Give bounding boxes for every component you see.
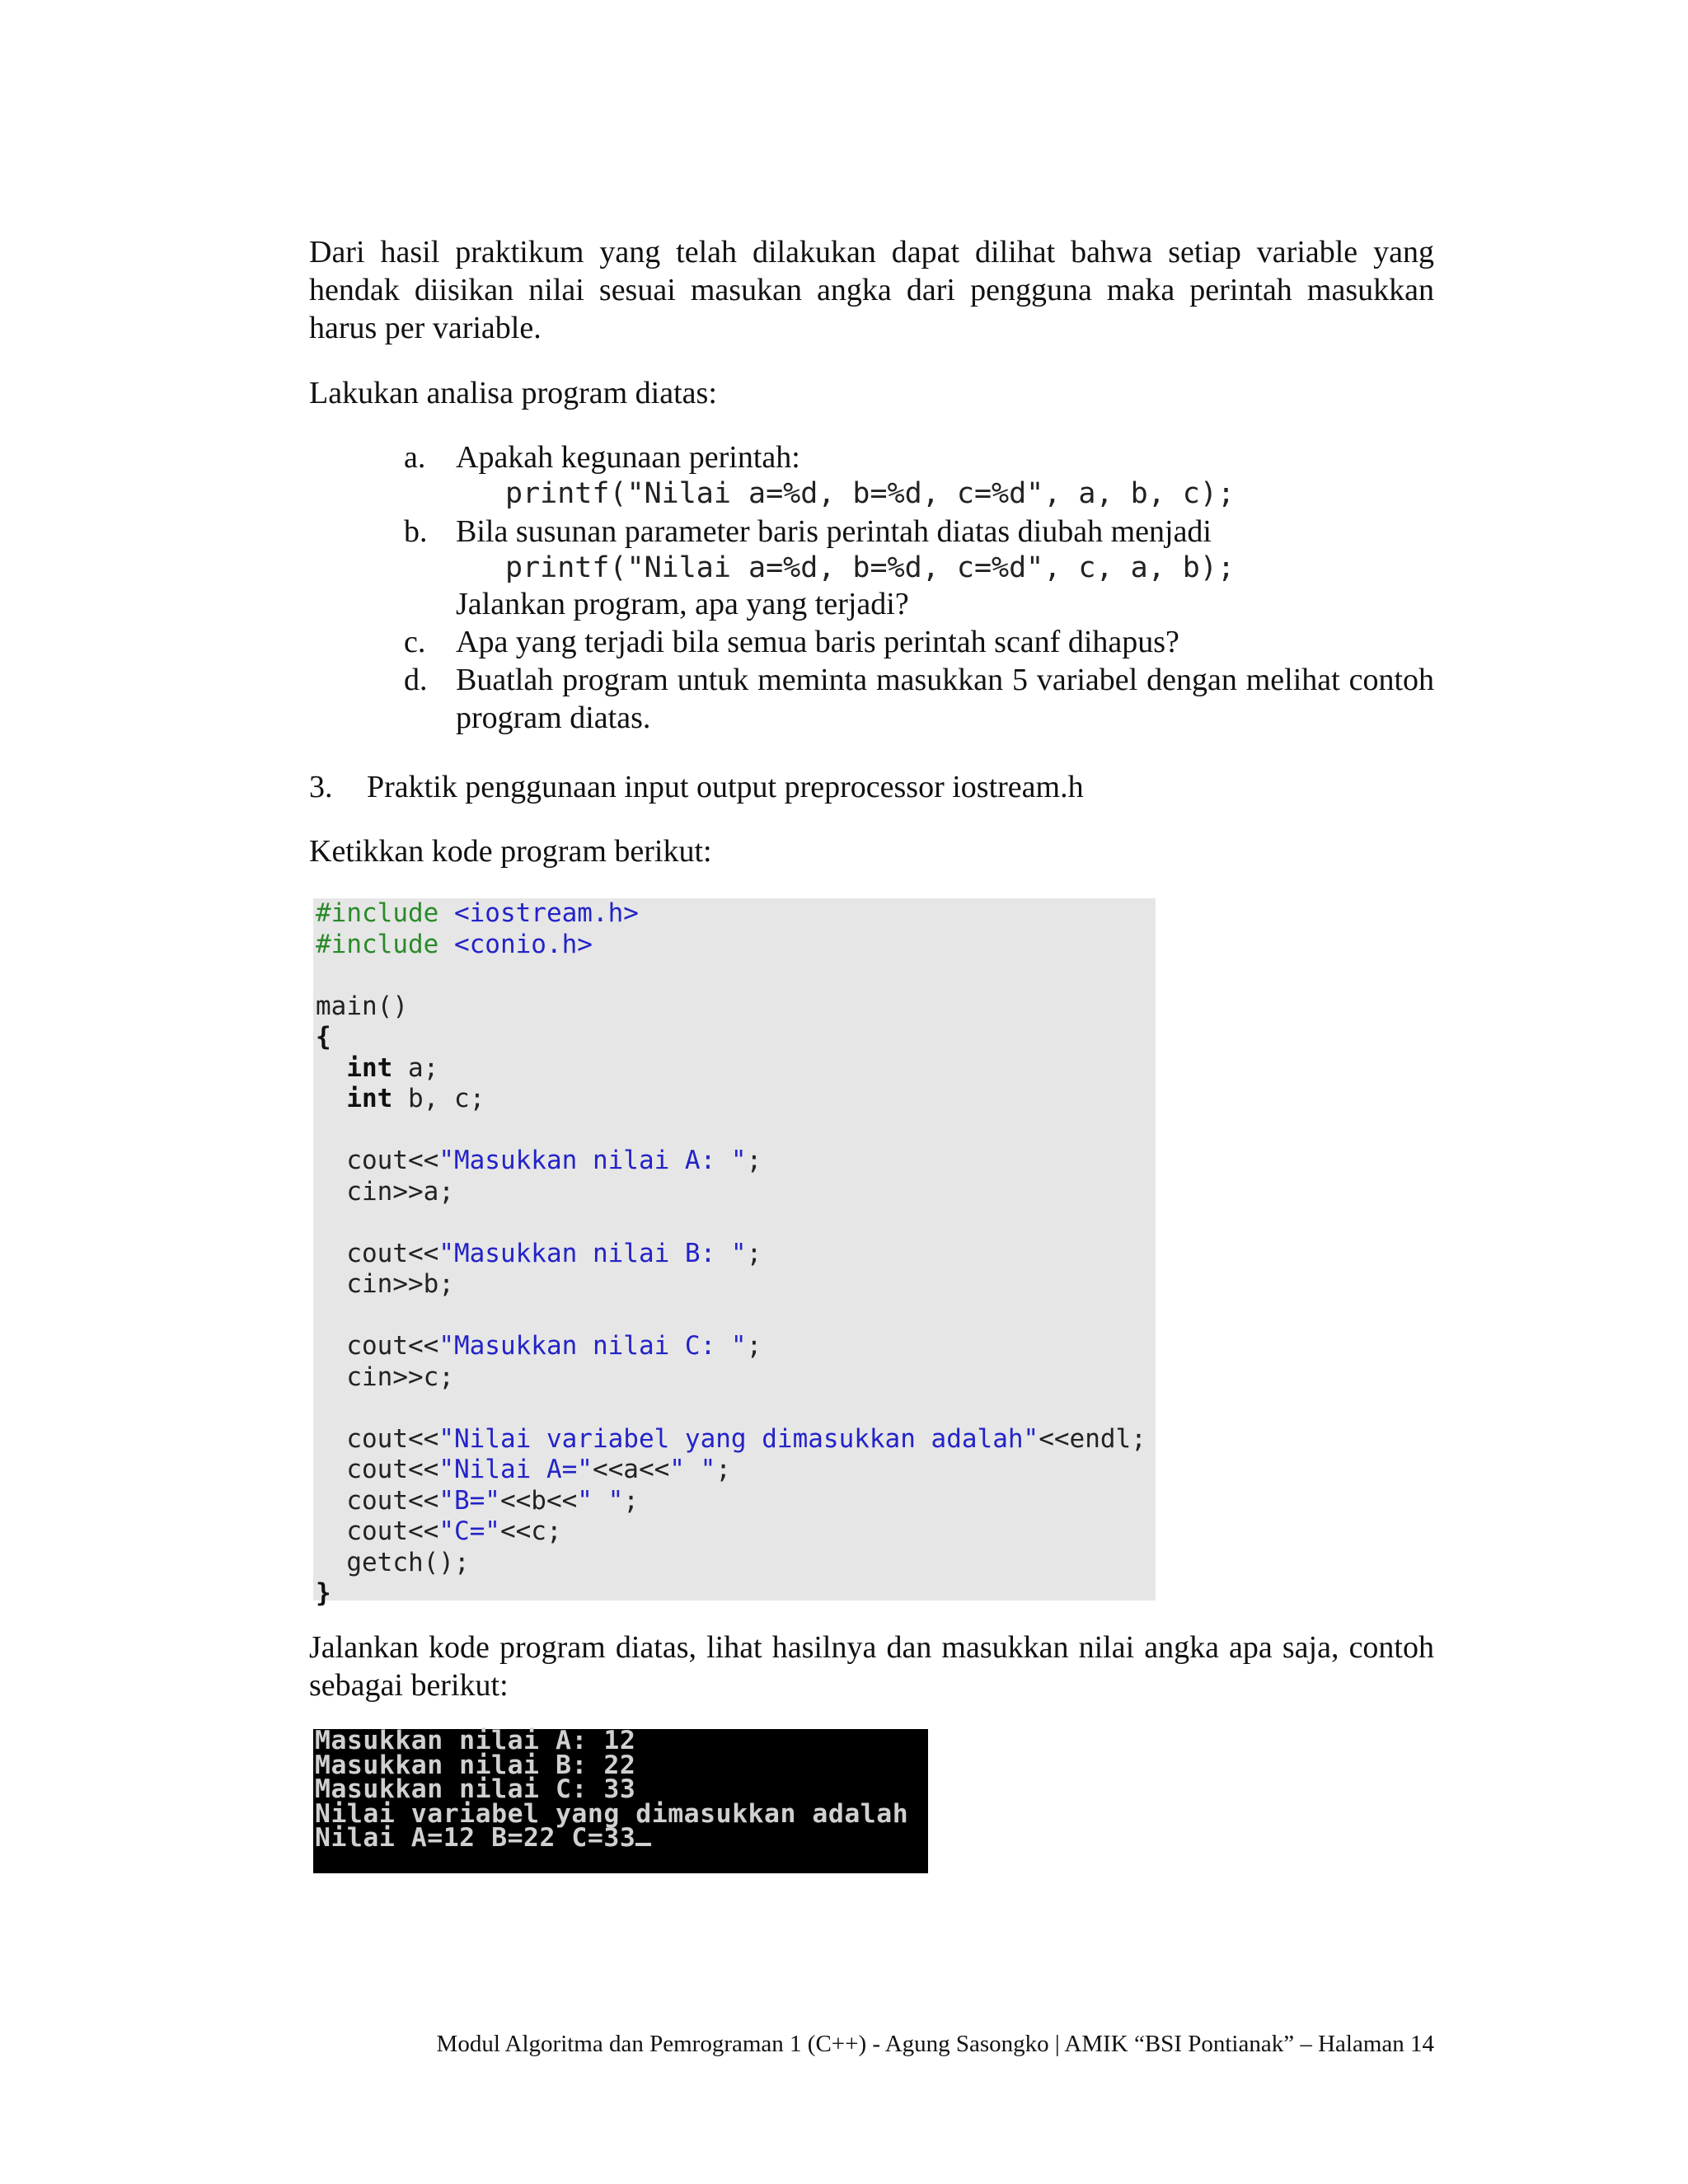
question-code: printf("Nilai a=%d, b=%d, c=%d", c, a, b);	[505, 551, 1236, 584]
code-line	[316, 1084, 1146, 1115]
code-line	[316, 930, 1146, 961]
code-line	[316, 1578, 1146, 1610]
code-line	[316, 1455, 1146, 1486]
code-token: cout<<	[316, 1238, 439, 1268]
code-token: main()	[316, 991, 408, 1021]
code-line	[316, 1548, 1146, 1579]
code-token: ;	[715, 1455, 731, 1484]
code-line	[316, 960, 1146, 991]
code-token: cout<<	[316, 1331, 439, 1361]
code-token: <<endl;	[1039, 1423, 1146, 1454]
code-token: }	[316, 1578, 331, 1608]
console-output	[313, 1726, 928, 1873]
question-code: printf("Nilai a=%d, b=%d, c=%d", a, b, c);	[505, 477, 1236, 510]
code-line	[316, 1301, 1146, 1332]
code-token: b, c;	[392, 1084, 485, 1113]
code-token: <<a<<	[592, 1455, 670, 1484]
code-token: int	[346, 1084, 393, 1113]
console-text	[315, 1726, 909, 1853]
code-token	[316, 1084, 346, 1113]
question-marker: d.	[404, 663, 428, 697]
code-token: <<c;	[499, 1516, 562, 1546]
code-line	[316, 1053, 1146, 1085]
code-token: int	[346, 1052, 393, 1083]
code-line	[316, 898, 1146, 930]
code-token: " "	[669, 1455, 716, 1484]
code-token: cout<<	[316, 1455, 439, 1484]
console-line: Masukkan nilai B: 22	[315, 1750, 636, 1780]
question-text: Bila susunan parameter baris perintah diatas diubah menjadi	[456, 514, 1212, 549]
section-number: 3.	[309, 770, 333, 804]
code-token: "B="	[438, 1485, 500, 1516]
question-d	[404, 661, 1434, 737]
question-text: Apakah kegunaan perintah:	[456, 440, 800, 475]
code-token: cout<<	[316, 1485, 439, 1516]
code-line	[316, 1362, 1146, 1394]
code-token: "Masukkan nilai C: "	[438, 1331, 747, 1361]
question-c	[404, 623, 1434, 661]
section-title: Praktik penggunaan input output preprocessor iostream.h	[367, 770, 1084, 804]
question-text: Apa yang terjadi bila semua baris perintah scanf dihapus?	[456, 625, 1179, 659]
code-token: <iostream.h>	[453, 898, 639, 928]
code-line	[316, 1424, 1146, 1455]
code-token: #include	[316, 929, 454, 959]
code-intro: Ketikkan kode program berikut:	[309, 834, 712, 869]
code-line	[316, 991, 1146, 1023]
code-line	[316, 1207, 1146, 1239]
code-token: "Nilai variabel yang dimasukkan adalah"	[438, 1423, 1039, 1454]
code-token: cin>>c;	[316, 1361, 454, 1392]
code-line	[316, 1115, 1146, 1146]
code-token: "Masukkan nilai B: "	[438, 1238, 747, 1268]
code-token: cout<<	[316, 1516, 439, 1546]
analysis-prompt: Lakukan analisa program diatas:	[309, 376, 717, 410]
code-token: <<b<<	[499, 1485, 578, 1516]
code-line	[316, 1146, 1146, 1177]
code-line	[316, 1239, 1146, 1270]
code-line	[316, 1516, 1146, 1548]
code-line	[316, 1393, 1146, 1424]
console-line: Masukkan nilai C: 33	[315, 1774, 636, 1804]
code-token: cin>>b;	[316, 1269, 454, 1299]
code-token: a;	[392, 1052, 439, 1083]
code-token: {	[316, 1022, 331, 1052]
question-text: Buatlah program untuk meminta masukkan 5 variabel dengan melihat contoh program diatas.	[456, 663, 1434, 735]
code-token: " "	[577, 1485, 624, 1516]
code-token	[316, 1053, 346, 1083]
code-token: <conio.h>	[453, 929, 593, 959]
code-line	[316, 1486, 1146, 1517]
code-token: "C="	[438, 1516, 500, 1546]
code-token: #include	[316, 898, 454, 928]
question-a	[404, 438, 1434, 511]
console-line: Nilai variabel yang dimasukkan adalah	[315, 1798, 909, 1829]
console-line: Masukkan nilai A: 12	[315, 1726, 636, 1755]
code-token: ;	[746, 1331, 762, 1361]
code-token: ;	[746, 1238, 762, 1268]
code-text	[316, 898, 1146, 1610]
code-token: cout<<	[316, 1423, 439, 1454]
question-marker: b.	[404, 514, 428, 549]
code-line	[316, 1331, 1146, 1362]
code-line	[316, 1269, 1146, 1301]
question-followup: Jalankan program, apa yang terjadi?	[456, 587, 909, 621]
console-line: Nilai A=12 B=22 C=33	[315, 1826, 908, 1851]
code-token: "Masukkan nilai A: "	[438, 1146, 747, 1175]
code-token: "Nilai A="	[438, 1455, 593, 1484]
question-b	[404, 513, 1434, 623]
cursor-icon	[635, 1843, 651, 1846]
code-line	[316, 1022, 1146, 1053]
question-marker: c.	[404, 625, 426, 659]
code-listing	[313, 898, 1156, 1608]
code-token: ;	[623, 1485, 639, 1516]
page-footer: Modul Algoritma dan Pemrograman 1 (C++) - Agung Sasongko | AMIK “BSI Pontianak” – Halaman 14	[436, 2031, 1434, 2057]
question-marker: a.	[404, 440, 426, 475]
code-line	[316, 1177, 1146, 1208]
code-token: ;	[746, 1146, 762, 1175]
code-token: getch();	[316, 1547, 470, 1577]
code-token: cin>>a;	[316, 1176, 454, 1207]
run-intro: Jalankan kode program diatas, lihat hasilnya dan masukkan nilai angka apa saja, contoh sebagai berikut:	[309, 1630, 1434, 1703]
intro-paragraph: Dari hasil praktikum yang telah dilakukan dapat dilihat bahwa setiap variable yang hendak diisikan nilai sesuai masukan angka dari pengguna maka perintah masukkan harus per variable.	[309, 235, 1434, 345]
code-token: cout<<	[316, 1146, 439, 1175]
question-list	[404, 438, 1434, 737]
